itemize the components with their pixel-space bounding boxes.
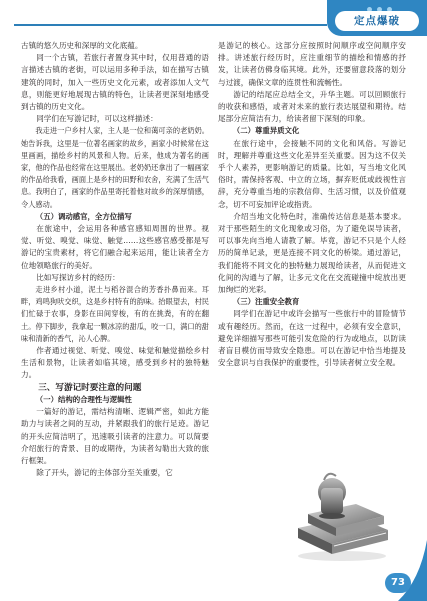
header-rule xyxy=(14,24,327,26)
page-number: 73 xyxy=(385,573,411,593)
paragraph: 游记的结尾应总结全文，升华主题。可以回顾旅行的收获和感悟，或者对未来的旅行表达展望和期待。结尾部分应简洁有力，给读者留下深刻的印象。 xyxy=(218,89,406,124)
page-header xyxy=(0,0,427,36)
paragraph: 同学们在写游记时，可以这样描述： xyxy=(36,114,158,124)
section-heading: 三、写游记时要注意的问题 xyxy=(38,382,142,393)
paragraph: 在旅行途中，会接触不同的文化和风俗。写游记时，理解并尊重这些文化差异至关重要。因为这不仅关乎个人素养，更影响游记的质量。比如，写当地文化风俗时，需保持客观、中立的立场，摒弃贬低或歧视性言辞，充分尊重当地的宗教信仰、生活习惯，以及价值观念，切不可妄加评论或指责。 xyxy=(218,138,406,209)
paragraph: 比如写探访乡村的经历： xyxy=(36,272,120,282)
quote-block: 我走进一户乡村人家，主人是一位和蔼可亲的老奶奶。她告诉我，这里是一位著名画家的故乡，画家小时候常在这里画画，描绘乡村的风景和人物。后来，他成为著名的画家，他的作品也经常在这里展出。老奶奶还拿出了一幅画家的作品给我看，画面上是乡村的田野和农舍，充满了生活气息。我明白了，画家的作品里寄托着他对故乡的深厚情感，令人感动。 xyxy=(21,126,209,209)
paragraph: 除了开头，游记的主体部分至关重要，它 xyxy=(36,468,173,478)
left-column xyxy=(21,40,209,479)
book-stack-illustration xyxy=(290,466,394,562)
paragraph: 同一个古镇，若旅行者置身其中时，仅用普通的语言描述古镇的老街，可以运用多种手法，如在描写古镇建筑的同时，加入一些历史文化元素，或者添加人文气息，则能更好地展现古镇的特色，让读者更深刻地感受到古镇的历史文化。 xyxy=(21,53,209,112)
subsection-heading: （一）结构的合理性与逻辑性 xyxy=(35,394,132,404)
paragraph: 古镇的悠久历史和深厚的文化底蕴。 xyxy=(21,41,143,50)
right-column xyxy=(218,40,406,369)
quote-block: 走进乡村小道，泥土与稻谷混合的芳香扑鼻而来。耳畔，鸡鸣狗吠交织，这是乡村特有的韵味。抬眼望去，村民们忙碌于农事，身影在田间穿梭，有的在挑粪，有的在翻土。停下脚步，我拿起一颗冰凉的甜瓜，咬一口，满口的甜味和清新的香气，沁人心脾。 xyxy=(21,285,209,343)
section-tab-label: 定点爆破 xyxy=(335,11,419,31)
paragraph: 在旅途中，会运用各种感官感知周围的世界。视觉、听觉、嗅觉、味觉、触觉……这些感官感受都是写游记的宝贵素材，将它们融合起来运用，能让读者全方位地领略旅行的美好。 xyxy=(21,224,209,270)
paragraph: 介绍当地文化特色时，准确传达信息是基本要求。对于那些陌生的文化现象或习俗，为了避免误导读者，可以事先向当地人请教了解。毕竟，游记不只是个人经历的简单记录，更是连接不同文化的桥梁。通过游记，我们能将不同文化的独特魅力展现给读者，从而促进文化间的沟通与了解，让多元文化在交流碰撞中绽放出更加绚烂的光彩。 xyxy=(218,211,406,295)
subsection-heading: （二）尊重异质文化 xyxy=(232,126,300,136)
paragraph: 是游记的核心。这部分应按照时间顺序或空间顺序安排。讲述旅行经历时，应注重细节的描绘和情感的抒发，让读者仿佛身临其境。此外，还要留意段落的划分与过渡，确保文章的连贯性和流畅性。 xyxy=(218,41,406,87)
paragraph: 一篇好的游记，需结构清晰、逻辑严密，如此方能助力与读者之间的互动，并紧跟我们的旅行足迹。游记的开头应简洁明了，迅速吸引读者的注意力。可以简要介绍旅行的背景、目的或期待，为读者勾勒出大致的旅行框架。 xyxy=(21,407,209,465)
section-tab xyxy=(327,0,427,36)
subsection-heading: （三）注重安全教育 xyxy=(232,297,300,307)
paragraph: 同学们在游记中或许会描写一些旅行中的冒险情节或有趣经历。然而，在这一过程中，必须有安全意识，避免详细描写那些可能引发危险的行为或地点，以防读者盲目模仿而导致安全隐患。可以在游记中恰当地提及安全意识与自我保护的重要性，引导读者树立安全观。 xyxy=(218,309,406,368)
subsection-heading: （五）调动感官，全方位描写 xyxy=(35,211,132,221)
paragraph: 作者通过视觉、听觉、嗅觉、味觉和触觉描绘乡村生活和景物，让读者如临其境，感受到乡村的独特魅力。 xyxy=(21,346,209,380)
